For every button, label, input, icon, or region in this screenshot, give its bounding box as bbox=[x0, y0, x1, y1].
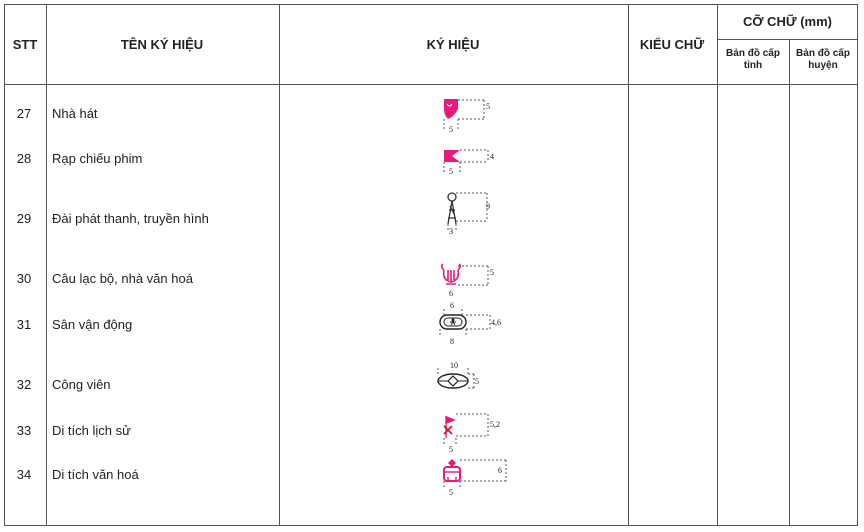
row-divider bbox=[717, 39, 857, 40]
dim-label: 6 bbox=[450, 301, 454, 310]
row-name: Đài phát thanh, truyền hình bbox=[52, 211, 209, 226]
dim-label: 5 bbox=[449, 445, 453, 454]
lyre-icon bbox=[430, 260, 500, 300]
dim-label: 5 bbox=[490, 268, 494, 277]
dim-label: 5 bbox=[449, 167, 453, 176]
row-stt: 32 bbox=[16, 377, 32, 392]
col-divider bbox=[717, 5, 718, 525]
header-name: TÊN KÝ HIỆU bbox=[120, 37, 204, 52]
dim-label: 6 bbox=[498, 466, 502, 475]
row-name: Rạp chiếu phim bbox=[52, 151, 143, 166]
dim-label: 5,2 bbox=[490, 420, 500, 429]
header-province-map: Bản đồ cấp tỉnh bbox=[726, 48, 780, 71]
row-stt: 30 bbox=[16, 271, 32, 286]
historic-site-flag-icon bbox=[430, 408, 510, 456]
header-district-map: Bản đồ cấp huyện bbox=[796, 48, 850, 71]
row-stt: 29 bbox=[16, 211, 32, 226]
row-name: Nhà hát bbox=[52, 106, 98, 121]
header-stt: STT bbox=[12, 37, 38, 52]
cultural-heritage-icon bbox=[430, 455, 520, 503]
row-stt: 28 bbox=[16, 151, 32, 166]
dim-label: 8 bbox=[450, 337, 454, 346]
park-icon bbox=[430, 358, 500, 398]
theater-icon bbox=[430, 95, 500, 135]
dim-label: 4,6 bbox=[491, 318, 501, 327]
dim-label: 3 bbox=[449, 227, 453, 236]
broadcast-tower-icon bbox=[435, 188, 505, 236]
row-stt: 31 bbox=[16, 317, 32, 332]
row-name: Công viên bbox=[52, 377, 111, 392]
dim-label: 9 bbox=[486, 202, 490, 211]
dim-label: 4 bbox=[490, 152, 494, 161]
row-name: Sân vận động bbox=[52, 317, 133, 332]
dim-label: 5 bbox=[449, 488, 453, 497]
header-font-size: CỠ CHỮ (mm) bbox=[742, 14, 833, 29]
dim-label: 10 bbox=[450, 361, 458, 370]
stadium-icon bbox=[430, 299, 510, 347]
row-stt: 27 bbox=[16, 106, 32, 121]
row-stt: 34 bbox=[16, 467, 32, 482]
row-name: Câu lạc bộ, nhà văn hoá bbox=[52, 271, 193, 286]
col-divider bbox=[789, 39, 790, 525]
header-symbol: KÝ HIỆU bbox=[426, 37, 480, 52]
header-divider bbox=[5, 84, 857, 85]
cinema-flag-icon bbox=[430, 145, 500, 180]
dim-label: 6 bbox=[449, 289, 453, 298]
dim-label: 5 bbox=[475, 377, 479, 386]
row-stt: 33 bbox=[16, 423, 32, 438]
row-name: Di tích lịch sử bbox=[52, 423, 131, 438]
dim-label: 5 bbox=[449, 125, 453, 134]
row-name: Di tích văn hoá bbox=[52, 467, 139, 482]
dim-label: 5 bbox=[486, 102, 490, 111]
header-font-style: KIỂU CHỮ bbox=[639, 37, 705, 52]
